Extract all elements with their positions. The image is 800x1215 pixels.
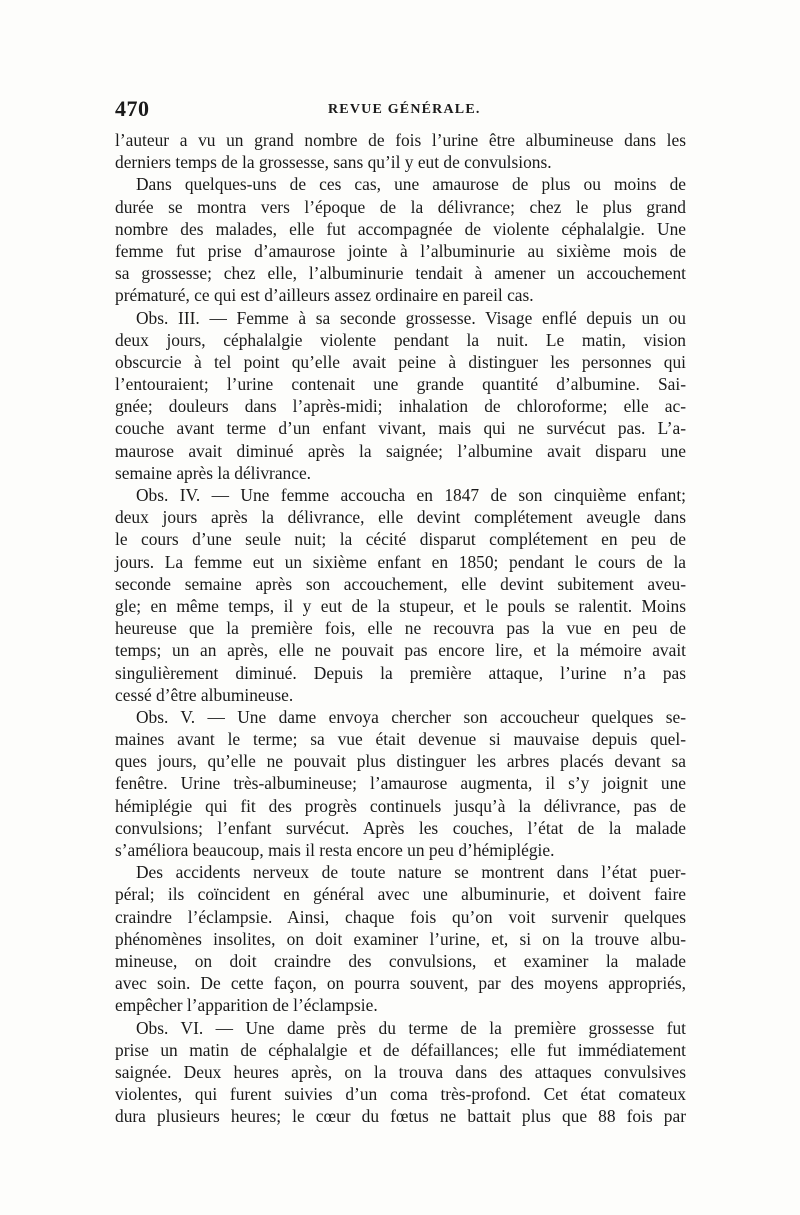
- text-line: prise un matin de céphalalgie et de défaillances; elle fut immédiatement: [115, 1039, 686, 1060]
- text-line: avec soin. De cette façon, on pourra souvent, par des moyens appropriés,: [115, 973, 686, 994]
- text-line: Des accidents nerveux de toute nature se montrent dans l’état puer-: [136, 862, 686, 883]
- page-number: 470: [115, 96, 150, 121]
- text-line: femme fut prise d’amaurose jointe à l’albuminurie au sixième mois de: [115, 240, 686, 261]
- text-line: le cours d’une seule nuit; la cécité disparut complétement en peu de: [115, 529, 686, 550]
- journal-title: REVUE GÉNÉRALE.: [328, 102, 481, 117]
- text-line: seconde semaine après son accouchement, elle devint subitement aveu-: [115, 573, 686, 594]
- text-line: durée se montra vers l’époque de la délivrance; chez le plus grand: [115, 196, 686, 217]
- text-line: phénomènes insolites, on doit examiner l’urine, et, si on la trouve albu-: [115, 928, 686, 949]
- text-line: l’entouraient; l’urine contenait une grande quantité d’albumine. Sai-: [115, 374, 686, 395]
- text-line: Obs. V. — Une dame envoya chercher son accoucheur quelques se-: [136, 706, 686, 727]
- text-line: l’auteur a vu un grand nombre de fois l’urine être albumineuse dans les: [115, 130, 686, 150]
- text-line: semaine après la délivrance.: [115, 462, 312, 483]
- text-line: craindre l’éclampsie. Ainsi, chaque fois qu’on voit survenir quelques: [115, 906, 686, 927]
- text-line: jours. La femme eut un sixième enfant en 1850; pendant le cours de la: [115, 551, 686, 572]
- text-line: derniers temps de la grossesse, sans qu’il y eut de convulsions.: [115, 152, 552, 173]
- text-line: ques jours, qu’elle ne pouvait plus distinguer les arbres placés devant sa: [115, 751, 686, 772]
- text-line: hémiplégie qui fit des progrès continuels jusqu’à la délivrance, pas de: [115, 795, 686, 816]
- text-line: maurose avait diminué après la saignée; l’albumine avait disparu une: [115, 440, 686, 461]
- running-head: [115, 96, 686, 126]
- text-line: gnée; douleurs dans l’après-midi; inhalation de chloroforme; elle ac-: [115, 396, 686, 417]
- text-line: obscurcie à tel point qu’elle avait peine à distinguer les personnes qui: [115, 351, 686, 372]
- text-line: Obs. III. — Femme à sa seconde grossesse. Visage enflé depuis un ou: [136, 307, 686, 328]
- text-line: saignée. Deux heures après, on la trouva dans des attaques convulsives: [115, 1061, 686, 1082]
- text-line: empêcher l’apparition de l’éclampsie.: [115, 995, 378, 1016]
- text-line: cessé d’être albumineuse.: [115, 684, 294, 705]
- text-line: temps; un an après, elle ne pouvait pas encore lire, et la mémoire avait: [115, 640, 686, 661]
- text-line: couche avant terme d’un enfant vivant, mais qui ne survécut pas. L’a-: [115, 418, 686, 439]
- text-line: nombre des malades, elle fut accompagnée de violente céphalalgie. Une: [115, 218, 686, 239]
- text-line: Dans quelques-uns de ces cas, une amaurose de plus ou moins de: [136, 174, 686, 195]
- body-text: [115, 129, 686, 1127]
- text-line: fenêtre. Urine très-albumineuse; l’amaurose augmenta, il s’y joignit une: [115, 773, 686, 794]
- text-line: dura plusieurs heures; le cœur du fœtus ne battait plus que 88 fois par: [115, 1106, 686, 1127]
- text-line: violentes, qui furent suivies d’un coma très-profond. Cet état comateux: [115, 1084, 686, 1105]
- text-line: convulsions; l’enfant survécut. Après les couches, l’état de la malade: [115, 817, 686, 838]
- text-line: singulièrement diminué. Depuis la première attaque, l’urine n’a pas: [115, 662, 686, 683]
- text-line: prématuré, ce qui est d’ailleurs assez ordinaire en pareil cas.: [115, 285, 534, 306]
- text-line: Obs. IV. — Une femme accoucha en 1847 de son cinquième enfant;: [136, 485, 686, 505]
- text-line: mineuse, on doit craindre des convulsions, et examiner la malade: [115, 950, 686, 971]
- text-line: péral; ils coïncident en général avec une albuminurie, et doivent faire: [115, 884, 686, 905]
- text-line: sa grossesse; chez elle, l’albuminurie tendait à amener un accouchement: [115, 263, 686, 284]
- text-line: gle; en même temps, il y eut de la stupeur, et le pouls se ralentit. Moins: [115, 595, 686, 616]
- text-line: deux jours, céphalalgie violente pendant la nuit. Le matin, vision: [115, 329, 686, 350]
- text-line: heureuse que la première fois, elle ne recouvra pas la vue en peu de: [115, 618, 686, 639]
- text-line: s’améliora beaucoup, mais il resta encore un peu d’hémiplégie.: [115, 840, 555, 860]
- text-line: deux jours après la délivrance, elle devint complétement aveugle dans: [115, 507, 686, 528]
- text-line: Obs. VI. — Une dame près du terme de la première grossesse fut: [136, 1017, 686, 1038]
- text-line: maines avant le terme; sa vue était devenue si mauvaise depuis quel-: [115, 729, 686, 750]
